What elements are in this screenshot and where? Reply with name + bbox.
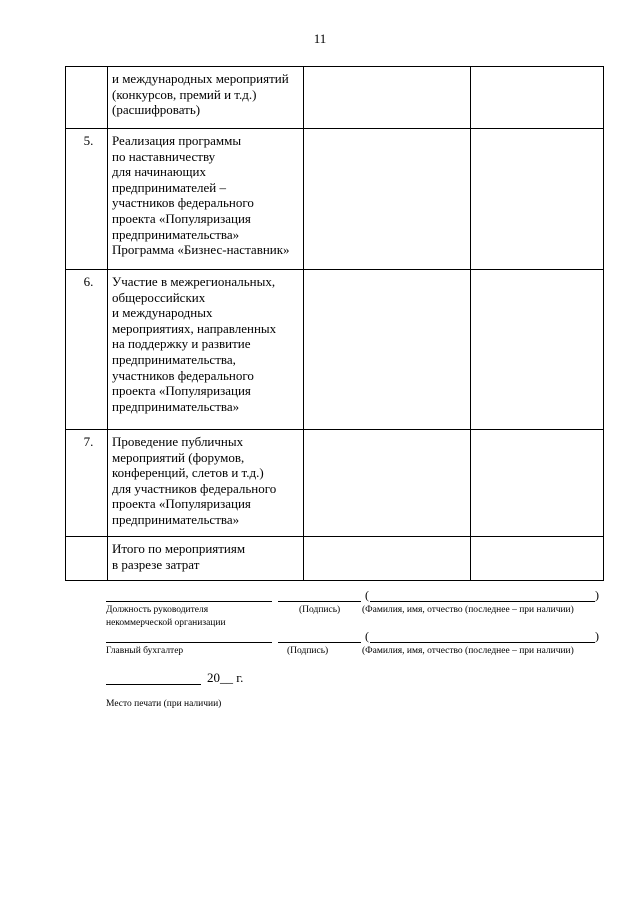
event-name-line: и международных мероприятий — [112, 71, 289, 86]
director-fio-line — [370, 601, 595, 602]
accountant-fio-line — [370, 642, 595, 643]
event-name-line: Реализация программы — [112, 133, 242, 148]
event-name-line: проекта «Популяризация — [112, 496, 251, 512]
event-name-line: предпринимательства, — [112, 351, 236, 367]
table-row — [66, 129, 604, 270]
fio-close-paren-2: ) — [595, 629, 599, 643]
accountant-title-line — [106, 642, 272, 643]
fio-close-paren: ) — [595, 588, 599, 602]
events-table — [65, 66, 604, 581]
value-cell — [471, 270, 604, 430]
event-name-line: для начинающих — [112, 164, 206, 180]
table-row — [66, 430, 604, 537]
event-name-line: и международных — [112, 305, 213, 321]
event-name-cell — [108, 270, 304, 430]
event-name-line: по наставничеству — [112, 148, 216, 164]
event-name-line: участников федерального — [112, 367, 254, 383]
stamp-label: Место печати (при наличии) — [106, 699, 222, 709]
director-title-label: Должность руководителя — [106, 605, 209, 615]
event-name-cell — [108, 537, 304, 581]
row-number-cell — [66, 67, 108, 129]
value-cell — [304, 67, 471, 129]
page-number: 11 — [313, 31, 327, 46]
event-name-line: Программа «Бизнес-наставник» — [112, 242, 290, 258]
event-name-line: (конкурсов, премий и т.д.) — [112, 86, 257, 102]
director-fio-label: (Фамилия, имя, отчество (последнее – при наличии) — [362, 605, 574, 615]
director-signature-label: (Подпись) — [299, 605, 341, 615]
event-name-line: предпринимательства» — [112, 511, 240, 527]
event-name-line: конференций, слетов и т.д.) — [112, 465, 264, 481]
director-signature-line — [278, 601, 361, 602]
date-day-line — [106, 684, 201, 685]
fio-open-paren-2: ( — [365, 629, 369, 643]
accountant-signature-label: (Подпись) — [287, 646, 329, 656]
event-name-line: предпринимательства» — [112, 226, 240, 242]
event-name-line: для участников федерального — [112, 480, 277, 496]
event-name-line: предпринимательства» — [112, 398, 240, 414]
accountant-signature-line — [278, 642, 361, 643]
event-name-line: Проведение публичных — [112, 434, 244, 449]
date-year: 20__ г. — [207, 670, 244, 685]
value-cell — [304, 270, 471, 430]
event-name-line: участников федерального — [112, 195, 254, 211]
row-number: 5. — [83, 133, 94, 148]
event-name-line: мероприятий (форумов, — [112, 449, 245, 465]
event-name-line: мероприятиях, направленных — [112, 320, 277, 336]
event-name-line: Участие в межрегиональных, — [112, 274, 276, 289]
director-title-line — [106, 601, 272, 602]
table-row — [66, 537, 604, 581]
director-org-label: некоммерческой организации — [106, 618, 226, 628]
events-table-body — [66, 67, 604, 581]
event-name-line: предпринимателей – — [112, 179, 226, 195]
event-name-cell — [108, 430, 304, 537]
table-row — [66, 270, 604, 430]
table-row — [66, 67, 604, 129]
value-cell — [304, 430, 471, 537]
event-name-line: общероссийских — [112, 289, 206, 305]
event-name-cell — [108, 67, 304, 129]
fio-open-paren: ( — [365, 588, 369, 602]
accountant-title-label: Главный бухгалтер — [106, 646, 184, 656]
value-cell — [304, 129, 471, 270]
row-number: 6. — [83, 274, 94, 289]
event-name-line: (расшифровать) — [112, 102, 201, 118]
row-number: 7. — [83, 434, 94, 449]
row-number-cell — [66, 270, 108, 430]
row-number-cell — [66, 537, 108, 581]
value-cell — [304, 537, 471, 581]
value-cell — [471, 129, 604, 270]
event-name-line: в разрезе затрат — [112, 556, 200, 572]
value-cell — [471, 537, 604, 581]
row-number-cell — [66, 129, 108, 270]
event-name-line: проекта «Популяризация — [112, 383, 251, 399]
event-name-line: проекта «Популяризация — [112, 210, 251, 226]
row-number-cell — [66, 430, 108, 537]
event-name-line: Итого по мероприятиям — [112, 541, 246, 556]
accountant-fio-label: (Фамилия, имя, отчество (последнее – при наличии) — [362, 646, 574, 656]
event-name-cell — [108, 129, 304, 270]
event-name-line: на поддержку и развитие — [112, 336, 251, 352]
value-cell — [471, 430, 604, 537]
value-cell — [471, 67, 604, 129]
